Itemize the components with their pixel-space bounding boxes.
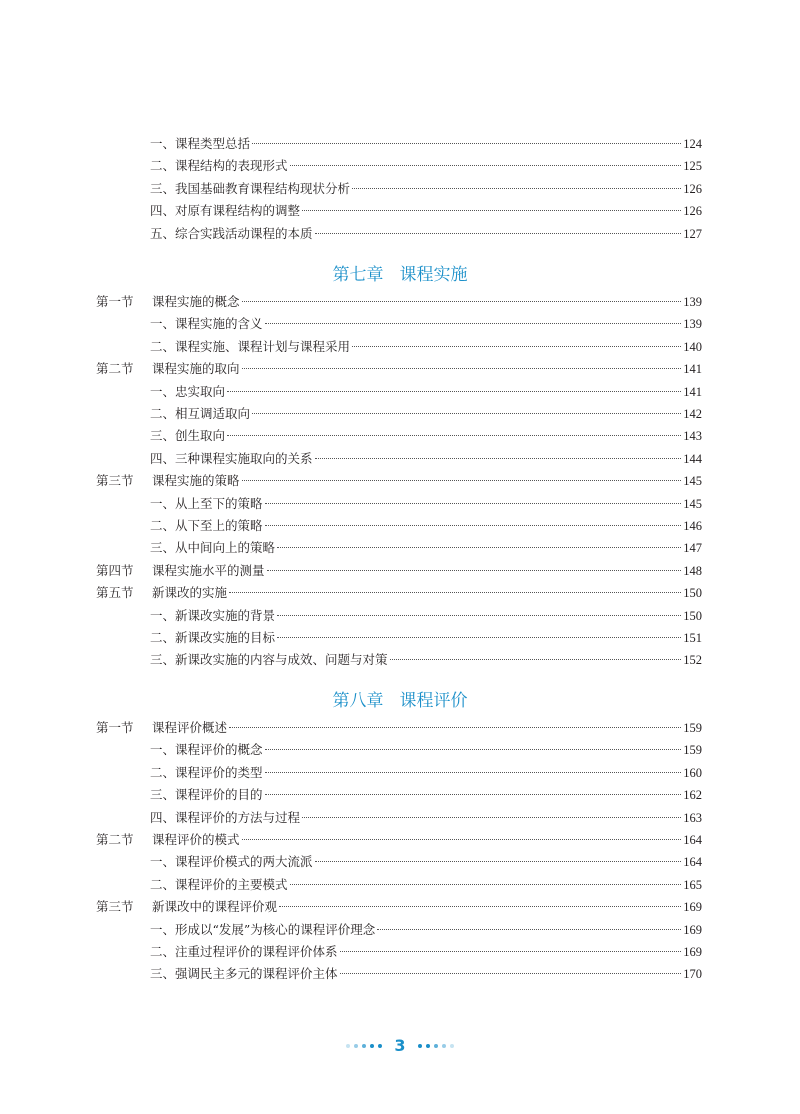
dot-leader <box>340 973 682 974</box>
dot-leader <box>277 637 681 638</box>
toc-entry-label: 二、课程评价的主要模式 <box>150 876 288 892</box>
toc-entry-label: 一、课程评价的概念 <box>150 742 263 758</box>
toc-section-entry[interactable] <box>96 829 702 851</box>
toc-page-number: 143 <box>683 429 702 444</box>
toc-entry[interactable] <box>150 133 702 155</box>
chapter-title: 课程评价 <box>399 691 468 711</box>
dot-leader <box>290 884 682 885</box>
section-number: 第一节 <box>96 294 134 309</box>
toc-entry-label: 课程实施水平的测量 <box>152 562 265 578</box>
toc-page-number: 125 <box>683 159 702 173</box>
toc-entry[interactable] <box>150 874 702 896</box>
toc-section-entry[interactable] <box>96 582 702 604</box>
dot-leader <box>265 772 682 773</box>
toc-entry[interactable] <box>150 223 702 245</box>
dot-leader <box>377 929 681 930</box>
toc-page-number: 164 <box>683 855 702 870</box>
toc-entry[interactable] <box>150 851 702 873</box>
dot-leader <box>277 547 681 548</box>
toc-entry[interactable] <box>150 605 702 627</box>
toc-page-number: 146 <box>683 519 702 533</box>
toc-page-number: 150 <box>683 608 702 623</box>
toc-section-entry[interactable] <box>96 560 702 582</box>
dot-leader <box>265 794 682 795</box>
toc-entry-label: 三、强调民主多元的课程评价主体 <box>150 966 338 982</box>
toc-entry[interactable] <box>150 941 702 963</box>
toc-page-number: 126 <box>683 204 702 218</box>
toc-page-number: 141 <box>683 362 702 377</box>
page-number: 3 <box>394 1036 406 1055</box>
toc-page-number: 169 <box>683 900 702 915</box>
toc-entry[interactable] <box>150 403 702 425</box>
dot-leader <box>315 458 682 459</box>
toc-entry[interactable] <box>150 155 702 177</box>
dot-leader <box>279 906 681 907</box>
toc-entry-label: 三、我国基础教育课程结构现状分析 <box>150 181 351 196</box>
dot-leader <box>302 210 681 211</box>
toc-page-number: 160 <box>683 765 702 780</box>
toc-page-number: 159 <box>683 743 702 758</box>
toc-page-number: 127 <box>683 227 702 241</box>
decorative-dots-left <box>346 1044 382 1048</box>
dot-leader <box>352 188 681 189</box>
toc-entry[interactable] <box>150 537 702 559</box>
toc-entry-label: 一、忠实取向 <box>150 383 226 399</box>
dot-leader <box>229 727 681 728</box>
toc-page-number: 145 <box>683 496 702 511</box>
dot-leader <box>340 951 682 952</box>
toc-page-number: 145 <box>683 474 702 489</box>
toc-section-entry[interactable] <box>96 470 702 492</box>
toc-page-number: 142 <box>683 407 702 421</box>
toc-entry-label: 新课改的实施 <box>152 585 228 601</box>
toc-section-entry[interactable] <box>96 896 702 918</box>
toc-entry-label: 一、新课改实施的背景 <box>150 607 276 623</box>
toc-entry[interactable] <box>150 313 702 335</box>
toc-entry-label: 四、三种课程实施取向的关系 <box>150 450 313 466</box>
toc-page-number: 150 <box>683 586 702 601</box>
toc-page-number: 159 <box>683 721 702 735</box>
toc-entry-label: 二、相互调适取向 <box>150 406 251 421</box>
toc-page-number: 163 <box>683 810 702 825</box>
toc-entry-label: 二、新课改实施的目标 <box>150 630 276 645</box>
section-number: 第五节 <box>96 585 134 601</box>
dot-leader <box>267 570 682 571</box>
toc-page-number: 148 <box>683 563 702 578</box>
toc-page-number: 170 <box>683 967 702 982</box>
toc-entry-label: 二、从下至上的策略 <box>150 518 263 533</box>
toc-entry-label: 一、课程评价模式的两大流派 <box>150 854 313 870</box>
dot-leader <box>265 323 682 324</box>
dot-leader <box>290 165 682 166</box>
section-number: 第一节 <box>96 720 134 735</box>
toc-section-entry[interactable] <box>96 358 702 380</box>
toc-entry[interactable] <box>150 807 702 829</box>
toc-page-number: 165 <box>683 877 702 892</box>
toc-entry-label: 二、注重过程评价的课程评价体系 <box>150 944 338 959</box>
toc-entry-label: 二、课程评价的类型 <box>150 764 263 780</box>
section-number: 第三节 <box>96 899 134 915</box>
toc-entry-label: 课程评价的模式 <box>152 832 240 847</box>
toc-entry-label: 三、从中间向上的策略 <box>150 540 276 556</box>
toc-entry-label: 三、新课改实施的内容与成效、问题与对策 <box>150 652 388 668</box>
toc-entry-label: 四、课程评价的方法与过程 <box>150 809 301 825</box>
toc-entry[interactable] <box>150 919 702 941</box>
dot-leader <box>227 435 681 436</box>
toc-entry-label: 一、课程实施的含义 <box>150 316 263 332</box>
decorative-dots-right <box>418 1044 454 1048</box>
toc-entry[interactable] <box>150 493 702 515</box>
toc-page-number: 169 <box>683 922 702 937</box>
toc-page-number: 164 <box>683 833 702 847</box>
section-number: 第三节 <box>96 473 134 489</box>
toc-entry[interactable] <box>150 784 702 806</box>
dot-leader <box>265 525 682 526</box>
toc-page-number: 140 <box>683 339 702 354</box>
dot-leader <box>277 615 681 616</box>
dot-leader <box>242 301 682 302</box>
section-number: 第四节 <box>96 562 134 578</box>
toc-entry-label: 三、创生取向 <box>150 428 226 444</box>
dot-leader <box>242 480 682 481</box>
toc-section-entry[interactable] <box>96 717 702 739</box>
dot-leader <box>242 368 682 369</box>
toc-entry[interactable] <box>150 381 702 403</box>
toc-page-number: 139 <box>683 295 702 309</box>
toc-page-number: 147 <box>683 541 702 556</box>
toc-entry[interactable] <box>150 336 702 358</box>
toc-page-number: 144 <box>683 451 702 466</box>
toc-entry-label: 五、综合实践活动课程的本质 <box>150 226 313 241</box>
dot-leader <box>315 233 682 234</box>
toc-entry[interactable] <box>150 762 702 784</box>
chapter-heading <box>0 686 800 711</box>
toc-section-entry[interactable] <box>96 291 702 313</box>
chapter-heading <box>0 260 800 285</box>
toc-entry-label: 课程评价概述 <box>152 720 228 735</box>
dot-leader <box>252 143 681 144</box>
toc-entry[interactable] <box>150 515 702 537</box>
toc-entry-label: 课程实施的取向 <box>152 361 240 377</box>
toc-page-number: 151 <box>683 631 702 645</box>
toc-entry[interactable] <box>150 425 702 447</box>
toc-entry-label: 课程实施的概念 <box>152 294 240 309</box>
chapter-number: 第八章 <box>332 691 384 711</box>
toc-entry-label: 一、形成以“发展”为核心的课程评价理念 <box>150 921 376 937</box>
chapter-title: 课程实施 <box>399 265 468 285</box>
toc-entry[interactable] <box>150 739 702 761</box>
toc-page-number: 162 <box>683 788 702 803</box>
toc-page-number: 139 <box>683 317 702 332</box>
toc-entry-label: 四、对原有课程结构的调整 <box>150 203 301 218</box>
chapter-number: 第七章 <box>332 265 384 285</box>
toc-page-number: 126 <box>683 182 702 196</box>
dot-leader <box>252 413 681 414</box>
dot-leader <box>352 346 681 347</box>
dot-leader <box>227 391 681 392</box>
toc-entry-label: 课程实施的策略 <box>152 473 240 489</box>
toc-entry-label: 一、从上至下的策略 <box>150 495 263 511</box>
dot-leader <box>315 861 682 862</box>
toc-entry[interactable] <box>150 200 702 222</box>
toc-page-number: 141 <box>683 384 702 399</box>
dot-leader <box>390 659 682 660</box>
toc-entry[interactable] <box>150 627 702 649</box>
toc-entry-label: 一、课程类型总括 <box>150 136 251 151</box>
dot-leader <box>265 503 682 504</box>
toc-page-number: 152 <box>683 653 702 668</box>
toc-entry[interactable] <box>150 448 702 470</box>
toc-entry-label: 二、课程实施、课程计划与课程采用 <box>150 338 351 354</box>
toc-page-number: 169 <box>683 945 702 959</box>
section-number: 第二节 <box>96 832 134 847</box>
toc-entry-label: 二、课程结构的表现形式 <box>150 158 288 173</box>
dot-leader <box>242 839 682 840</box>
dot-leader <box>302 817 681 818</box>
toc-entry-label: 新课改中的课程评价观 <box>152 899 278 915</box>
toc-entry[interactable] <box>150 178 702 200</box>
dot-leader <box>265 749 682 750</box>
toc-entry[interactable] <box>150 963 702 985</box>
page-footer <box>0 1036 800 1055</box>
toc-entry[interactable] <box>150 649 702 671</box>
toc-page-number: 124 <box>683 137 702 151</box>
toc-entry-label: 三、课程评价的目的 <box>150 787 263 803</box>
section-number: 第二节 <box>96 361 134 377</box>
dot-leader <box>229 592 681 593</box>
